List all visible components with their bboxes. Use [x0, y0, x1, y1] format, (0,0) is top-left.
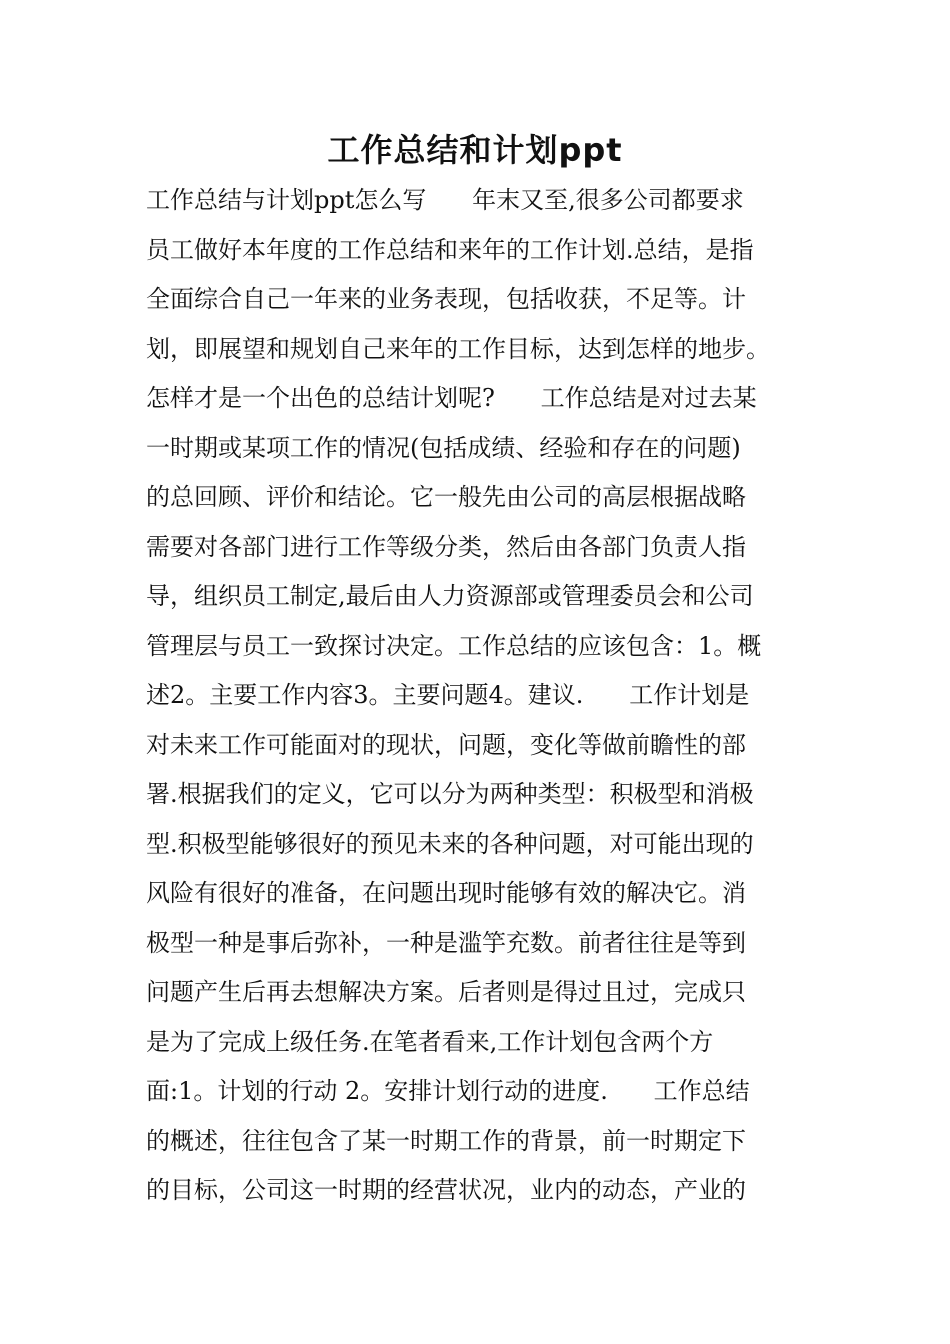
- body-line: 型.积极型能够很好的预见未来的各种问题，对可能出现的: [146, 829, 754, 858]
- body-line: 一时期或某项工作的情况(包括成绩、经验和存在的问题): [146, 433, 741, 462]
- body-line: 员工做好本年度的工作总结和来年的工作计划.总结，是指: [146, 235, 754, 264]
- body-line: 需要对各部门进行工作等级分类，然后由各部门负责人指: [146, 532, 746, 561]
- body-line: 署.根据我们的定义，它可以分为两种类型：积极型和消极: [146, 780, 754, 808]
- body-line: 极型一种是事后弥补，一种是滥竽充数。前者往往是等到: [146, 928, 746, 957]
- body-line: 述2。主要工作内容3。主要问题4。建议. 工作计划是: [146, 681, 750, 709]
- body-line: 的总回顾、评价和结论。它一般先由公司的高层根据战略: [146, 483, 746, 511]
- body-line: 问题产生后再去想解决方案。后者则是得过且过，完成只: [146, 978, 746, 1006]
- body-line: 怎样才是一个出色的总结计划呢? 工作总结是对过去某: [146, 384, 757, 412]
- body-line: 划，即展望和规划自己来年的工作目标，达到怎样的地步。: [146, 334, 770, 363]
- body-line: 管理层与员工一致探讨决定。工作总结的应该包含：1。概: [146, 631, 762, 660]
- body-line: 风险有很好的准备，在问题出现时能够有效的解决它。消: [146, 879, 746, 907]
- body-line: 面:1。计划的行动 2。安排计划行动的进度. 工作总结: [146, 1077, 750, 1105]
- body-line: 对未来工作可能面对的现状，问题，变化等做前瞻性的部: [146, 730, 746, 759]
- document-title: 工作总结和计划ppt: [327, 131, 623, 169]
- body-line: 导，组织员工制定,最后由人力资源部或管理委员会和公司: [146, 582, 754, 610]
- body-line: 的目标，公司这一时期的经营状况，业内的动态，产业的: [146, 1176, 746, 1204]
- body-line: 是为了完成上级任务.在笔者看来,工作计划包含两个方: [146, 1027, 714, 1056]
- body-line: 全面综合自己一年来的业务表现，包括收获，不足等。计: [146, 285, 746, 313]
- document-body: [146, 176, 806, 1216]
- body-line: 工作总结与计划ppt怎么写 年末又至,很多公司都要求: [146, 186, 744, 214]
- body-line: 的概述，往往包含了某一时期工作的背景，前一时期定下: [146, 1126, 746, 1155]
